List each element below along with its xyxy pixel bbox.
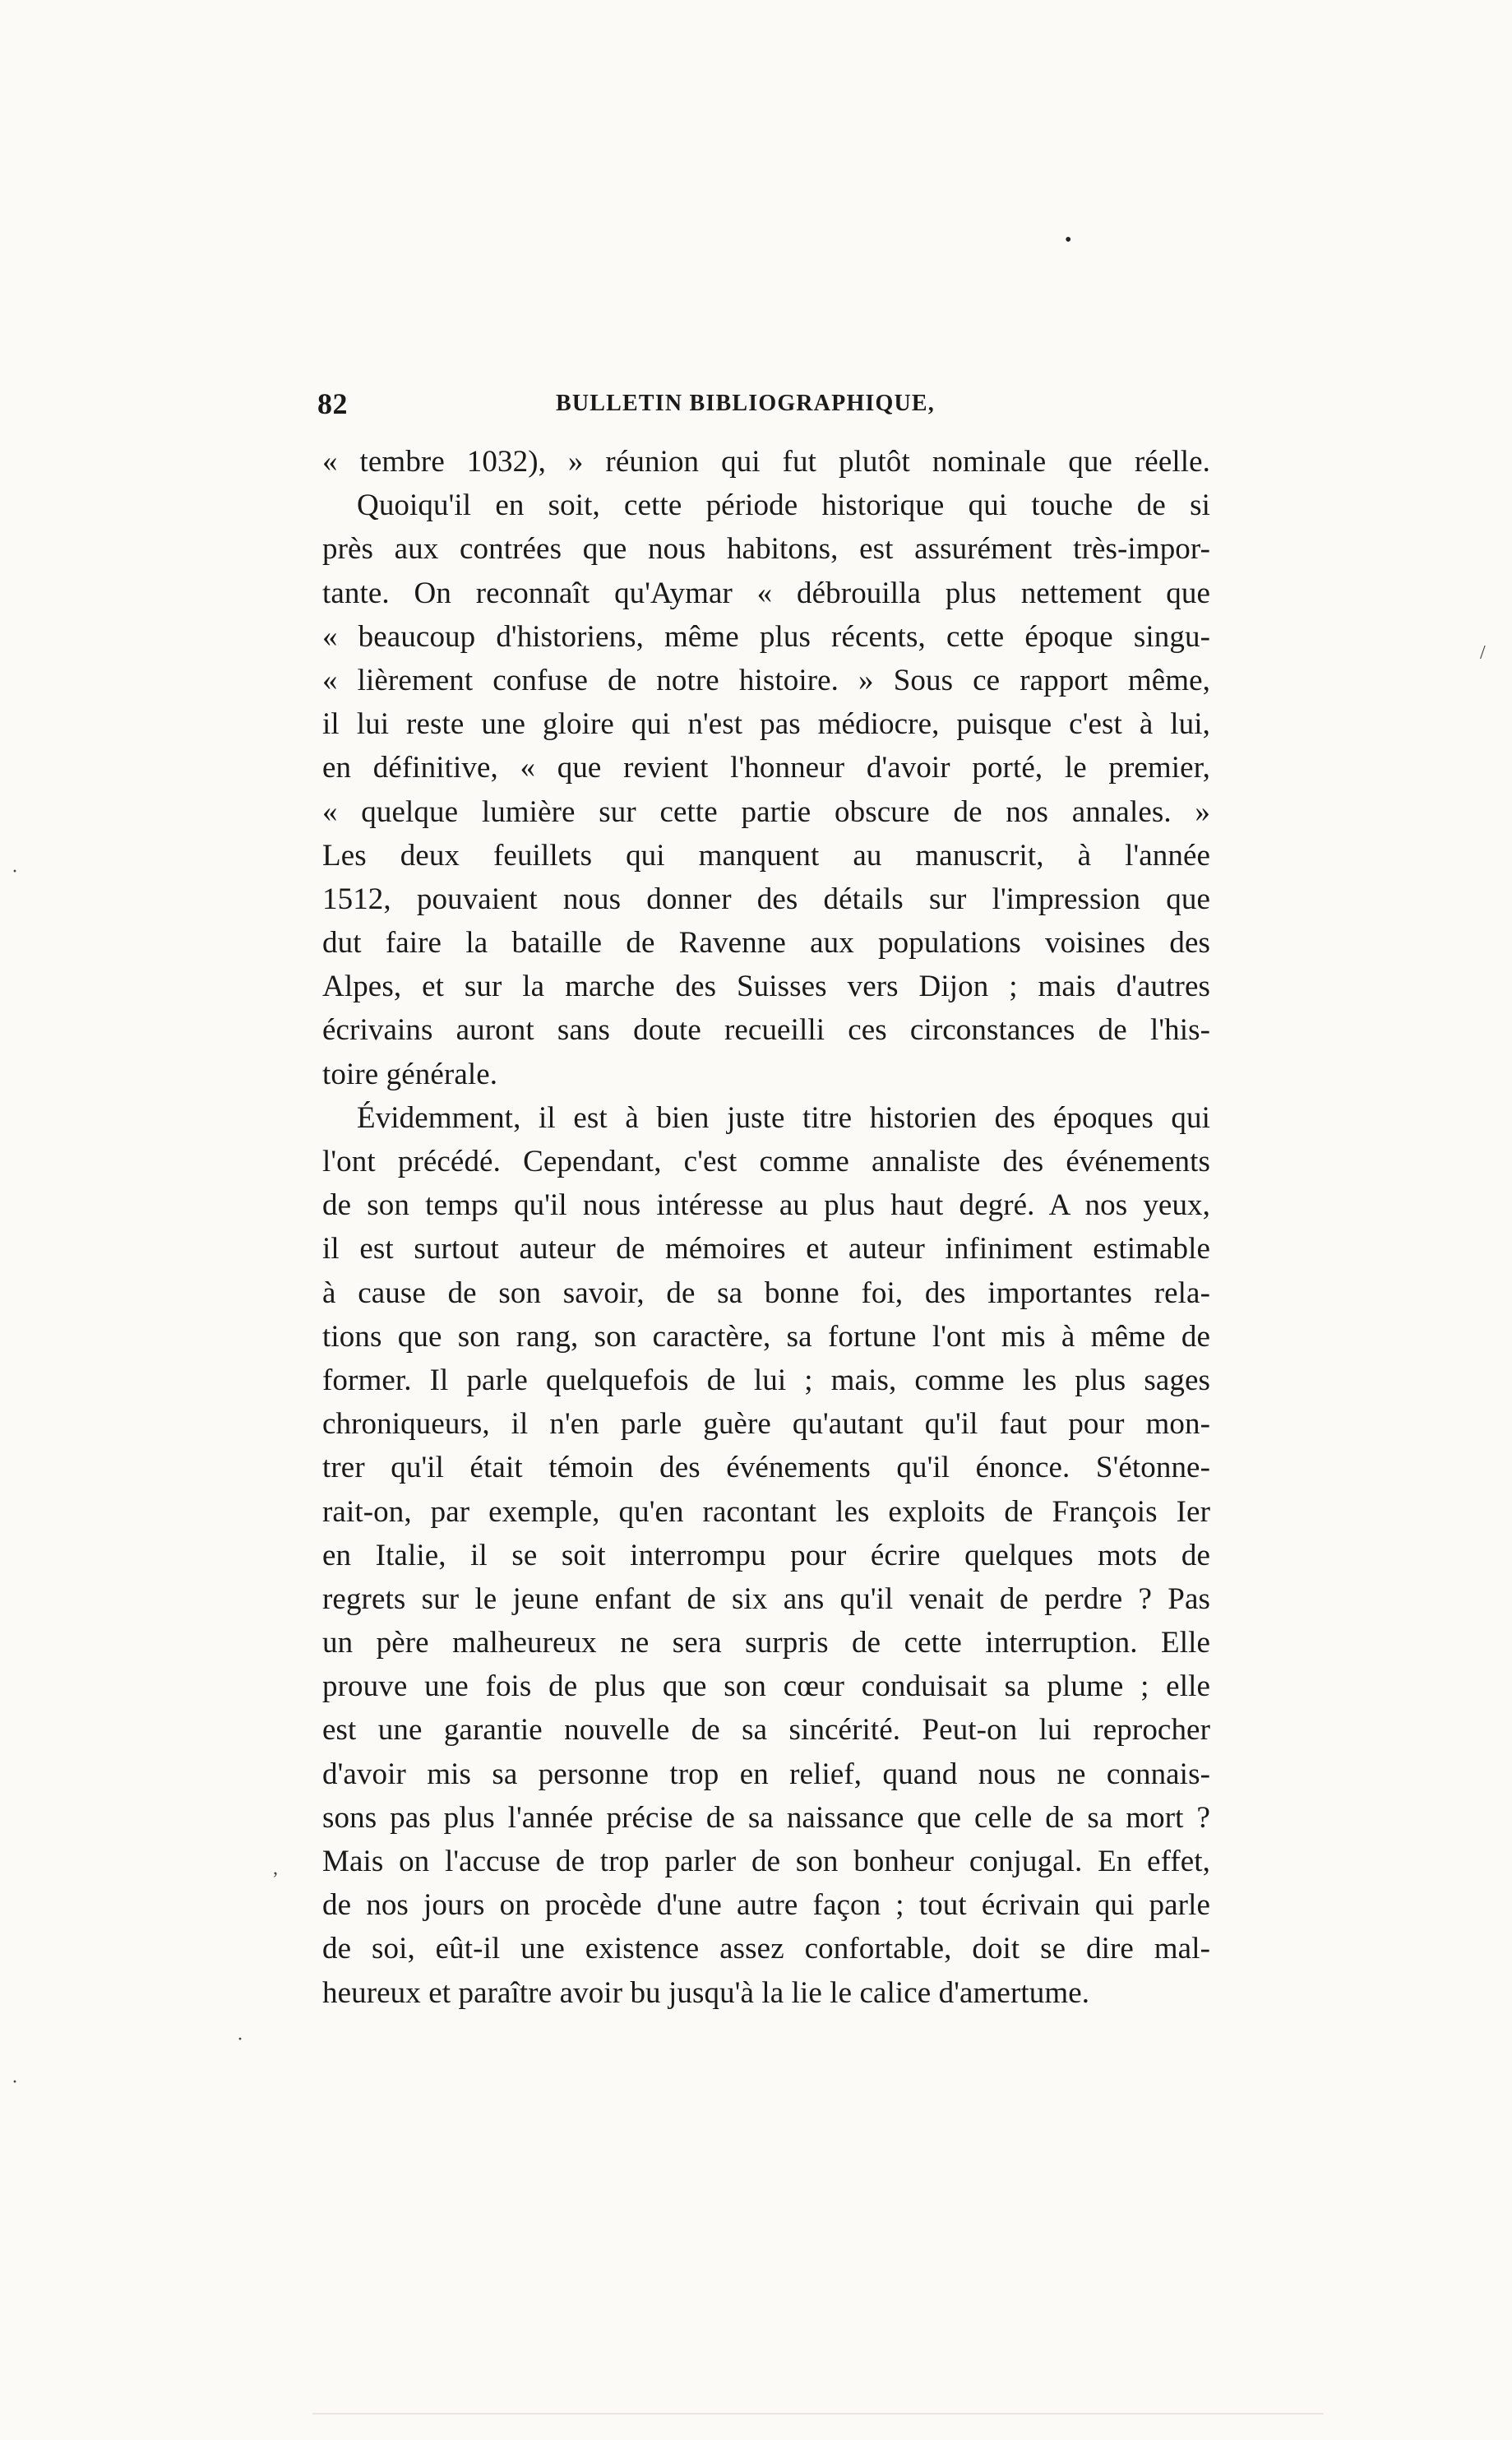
margin-mark: ·: [237, 2029, 243, 2050]
page-number: 82: [317, 387, 348, 420]
margin-mark: /: [1480, 642, 1486, 664]
margin-mark: ,: [273, 1858, 278, 1879]
text-line: de son temps qu'il nous intéresse au plus haut degré. A nos yeux,: [322, 1188, 1210, 1223]
text-line: trer qu'il était témoin des événements qu'il énonce. S'étonne-: [322, 1451, 1210, 1485]
text-line: regrets sur le jeune enfant de six ans qu'il venait de perdre ? Pas: [322, 1581, 1210, 1616]
text-line: Alpes, et sur la marche des Suisses vers Dijon ; mais d'autres: [322, 970, 1210, 1004]
bottom-edge-rule: [312, 2413, 1324, 2415]
text-line: « lièrement confuse de notre histoire. » Sous ce rapport même,: [322, 663, 1210, 697]
ink-speck: •: [1065, 229, 1072, 251]
text-line: toire générale.: [322, 1057, 498, 1091]
text-line: dut faire la bataille de Ravenne aux populations voisines des: [322, 926, 1210, 961]
text-line: Les deux feuillets qui manquent au manuscrit, à l'année: [322, 838, 1210, 873]
text-line: l'ont précédé. Cependant, c'est comme annaliste des événements: [322, 1145, 1210, 1178]
text-line: écrivains auront sans doute recueilli ces circonstances de l'his-: [322, 1013, 1210, 1048]
text-line: 1512, pouvaient nous donner des détails sur l'impression que: [322, 882, 1210, 916]
text-line: il est surtout auteur de mémoires et auteur infiniment estimable: [322, 1232, 1210, 1266]
text-line: « beaucoup d'historiens, même plus récents, cette époque singu-: [322, 619, 1210, 654]
running-title: BULLETIN BIBLIOGRAPHIQUE,: [556, 391, 935, 416]
text-line: heureux et paraître avoir bu jusqu'à la lie le calice d'amertume.: [322, 1975, 1090, 2010]
text-line: à cause de son savoir, de sa bonne foi, des importantes rela-: [322, 1276, 1210, 1310]
text-line: « tembre 1032), » réunion qui fut plutôt nominale que réelle.: [322, 445, 1210, 479]
text-line: est une garantie nouvelle de sa sincérité. Peut-on lui reprocher: [322, 1713, 1210, 1748]
text-line: de soi, eût-il une existence assez confortable, doit se dire mal-: [322, 1932, 1210, 1966]
text-line: rait-on, par exemple, qu'en racontant les exploits de François Ier: [322, 1494, 1210, 1529]
text-line: chroniqueurs, il n'en parle guère qu'autant qu'il faut pour mon-: [322, 1407, 1210, 1442]
text-line: former. Il parle quelquefois de lui ; mais, comme les plus sages: [322, 1363, 1210, 1397]
text-line: il lui reste une gloire qui n'est pas médiocre, puisque c'est à lui,: [322, 707, 1210, 742]
text-line: en Italie, il se soit interrompu pour écrire quelques mots de: [322, 1538, 1210, 1572]
text-line: près aux contrées que nous habitons, est assurément très-impor-: [322, 532, 1210, 567]
text-line: tante. On reconnaît qu'Aymar « débrouilla plus nettement que: [322, 576, 1210, 610]
margin-mark: ·: [12, 2072, 18, 2093]
text-line: de nos jours on procède d'une autre façon ; tout écrivain qui parle: [322, 1888, 1210, 1923]
text-line: Évidemment, il est à bien juste titre historien des époques qui: [357, 1100, 1210, 1135]
text-line: « quelque lumière sur cette partie obscure de nos annales. »: [322, 794, 1210, 829]
page-header: [317, 383, 1215, 424]
text-line: Mais on l'accuse de trop parler de son bonheur conjugal. En effet,: [322, 1845, 1210, 1878]
margin-mark: ·: [12, 861, 18, 882]
text-line: tions que son rang, son caractère, sa fortune l'ont mis à même de: [322, 1319, 1210, 1354]
body-text: [322, 440, 1210, 2015]
text-line: d'avoir mis sa personne trop en relief, quand nous ne connais-: [322, 1757, 1210, 1791]
text-line: en définitive, « que revient l'honneur d'avoir porté, le premier,: [322, 751, 1210, 785]
text-line: sons pas plus l'année précise de sa naissance que celle de sa mort ?: [322, 1800, 1210, 1835]
text-line: un père malheureux ne sera surpris de cette interruption. Elle: [322, 1626, 1210, 1660]
text-line: Quoiqu'il en soit, cette période historique qui touche de si: [357, 488, 1210, 523]
text-line: prouve une fois de plus que son cœur conduisait sa plume ; elle: [322, 1669, 1210, 1704]
